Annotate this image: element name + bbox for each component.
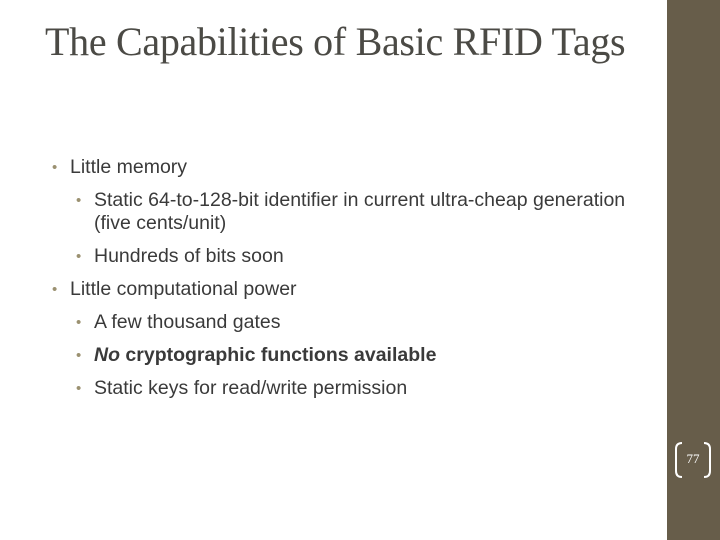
bullet-item	[52, 344, 652, 367]
bullet-dot-icon: •	[52, 281, 58, 298]
bullet-dot-icon: •	[76, 248, 82, 265]
bullet-item	[52, 278, 652, 301]
bullet-item	[52, 189, 652, 235]
bullet-dot-icon: •	[76, 380, 82, 397]
page-number: 77	[686, 451, 700, 466]
bullet-emphasis: No	[94, 344, 120, 366]
bullet-item	[52, 156, 652, 179]
bullet-text: cryptographic functions available	[120, 344, 437, 366]
bullet-text: Static keys for read/write permission	[94, 377, 408, 399]
bullet-dot-icon: •	[76, 347, 82, 364]
bullet-text: Little memory	[70, 156, 188, 178]
bullet-dot-icon: •	[76, 192, 82, 209]
bullet-list	[52, 156, 652, 410]
bullet-item	[52, 377, 652, 400]
bullet-text: Static 64-to-128-bit identifier in current ultra-cheap generation (five cents/unit)	[94, 189, 626, 234]
bullet-text: Little computational power	[70, 278, 297, 300]
bullet-text: A few thousand gates	[94, 311, 281, 333]
bullet-item	[52, 245, 652, 268]
slide-title: The Capabilities of Basic RFID Tags	[45, 19, 626, 64]
page-number-badge	[673, 440, 713, 480]
bullet-text: Hundreds of bits soon	[94, 245, 284, 267]
bullet-item	[52, 311, 652, 334]
bullet-dot-icon: •	[76, 314, 82, 331]
bullet-dot-icon: •	[52, 159, 58, 176]
